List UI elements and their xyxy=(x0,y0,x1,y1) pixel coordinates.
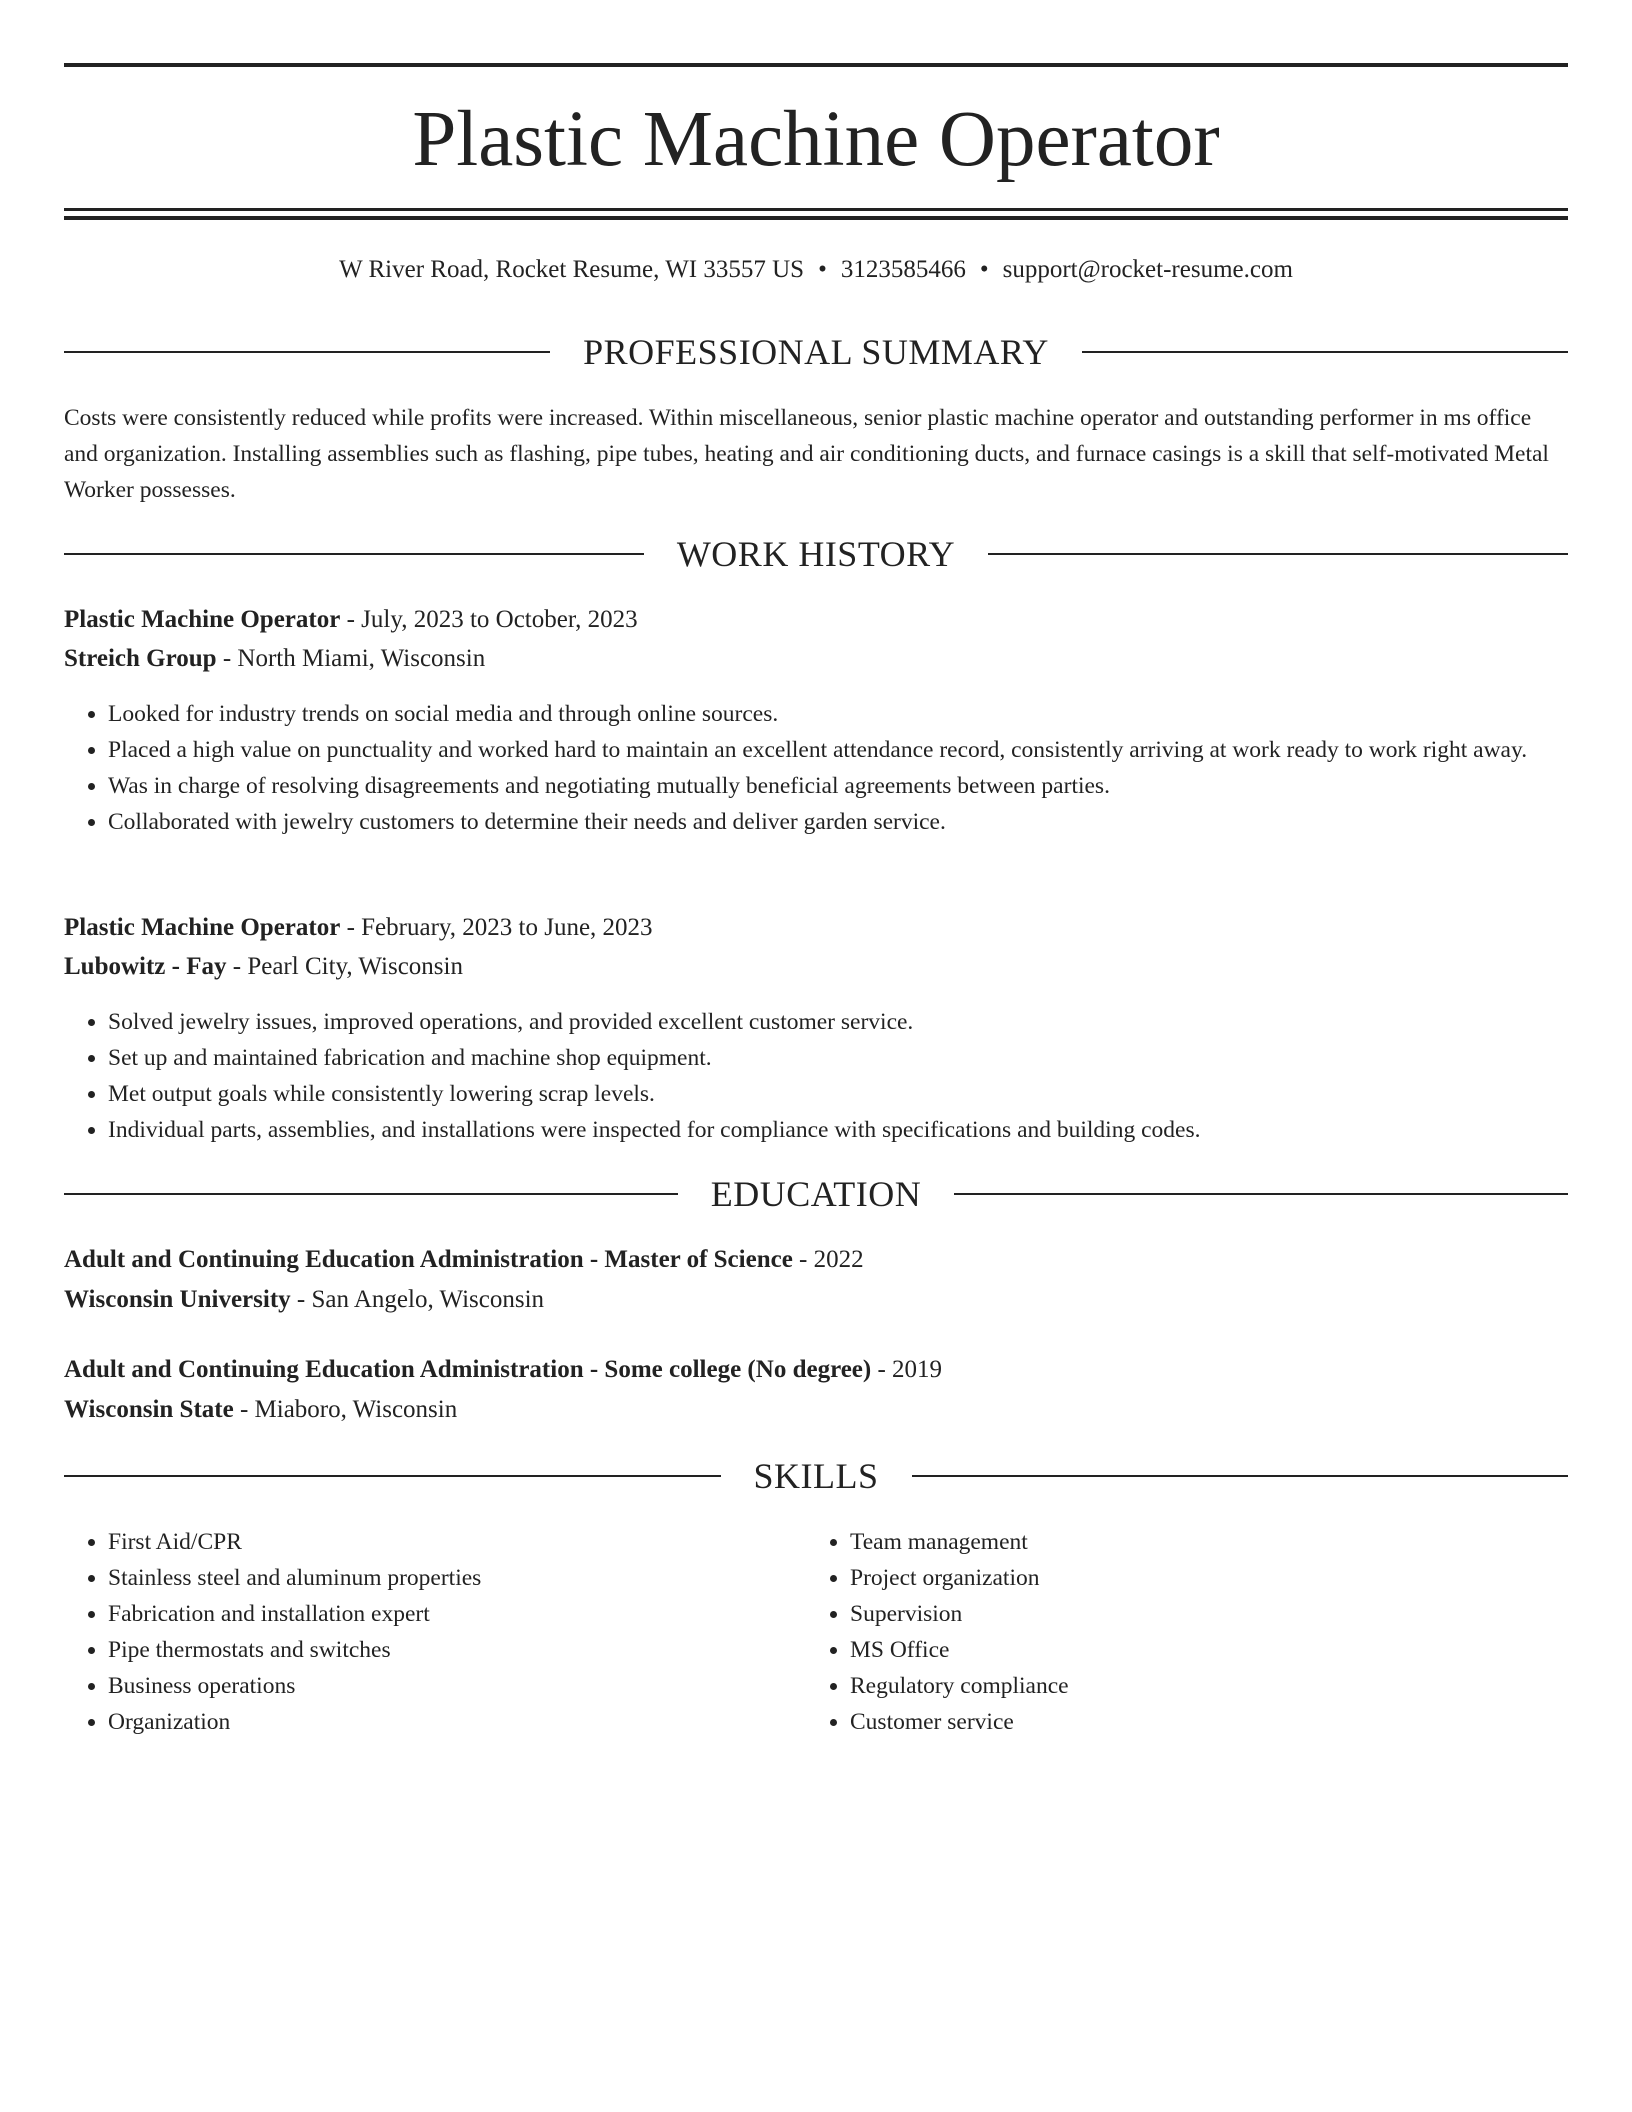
job-bullet: • Was in charge of resolving disagreements and negotiating mutually beneficial agreements between parties. xyxy=(108,768,1568,804)
job-bullets xyxy=(64,696,1568,840)
skill-item: • Regulatory compliance xyxy=(850,1668,1548,1704)
heading-rule xyxy=(64,351,550,353)
section-heading-skills xyxy=(64,1454,1568,1498)
education-degree-line xyxy=(64,1353,1568,1387)
skill-item: • MS Office xyxy=(850,1632,1548,1668)
skill-item: • Supervision xyxy=(850,1596,1548,1632)
contact-address: W River Road, Rocket Resume, WI 33557 US xyxy=(339,256,805,283)
section-title: EDUCATION xyxy=(710,1174,922,1214)
skills-list-left xyxy=(64,1524,806,1740)
skill-item: • Project organization xyxy=(850,1560,1548,1596)
education-school: Wisconsin University xyxy=(64,1286,291,1313)
job-title: Plastic Machine Operator xyxy=(64,606,341,633)
skill-item: • Customer service xyxy=(850,1704,1548,1740)
job-title-line xyxy=(64,911,1568,945)
contact-phone: 3123585466 xyxy=(840,256,966,283)
heading-rule xyxy=(1082,351,1568,353)
top-rule xyxy=(64,63,1568,67)
heading-rule xyxy=(954,1193,1568,1195)
skill-item: • Stainless steel and aluminum properties xyxy=(108,1560,806,1596)
section-title: PROFESSIONAL SUMMARY xyxy=(583,332,1049,372)
job-bullet: • Individual parts, assemblies, and installations were inspected for compliance with specifications and building codes. xyxy=(108,1112,1568,1148)
education-degree: Adult and Continuing Education Administration - Master of Science xyxy=(64,1246,793,1273)
education-school-line xyxy=(64,1393,1568,1427)
job-bullet: • Met output goals while consistently lowering scrap levels. xyxy=(108,1076,1568,1112)
heading-rule xyxy=(988,553,1568,555)
heading-rule xyxy=(64,1475,721,1477)
education-school-line xyxy=(64,1283,1568,1317)
contact-separator: • xyxy=(818,256,827,283)
education-school: Wisconsin State xyxy=(64,1396,234,1423)
skill-item: • Pipe thermostats and switches xyxy=(108,1632,806,1668)
education-location: - Miaboro, Wisconsin xyxy=(233,1396,458,1423)
job-bullets xyxy=(64,1004,1568,1148)
job-company-line xyxy=(64,642,1568,676)
job-bullet: • Placed a high value on punctuality and worked hard to maintain an excellent attendance record, consistently arriving at work ready to work right away. xyxy=(108,732,1568,768)
skill-item: • Business operations xyxy=(108,1668,806,1704)
skills-columns xyxy=(64,1524,1568,1740)
contact-line xyxy=(64,253,1568,287)
heading-rule xyxy=(64,553,644,555)
job-dates: - July, 2023 to October, 2023 xyxy=(340,606,638,633)
education-year: - 2022 xyxy=(792,1246,864,1273)
skill-item: • Organization xyxy=(108,1704,806,1740)
job-company: Lubowitz - Fay xyxy=(64,953,227,980)
education-degree: Adult and Continuing Education Administration - Some college (No degree) xyxy=(64,1356,872,1383)
section-heading-summary xyxy=(64,330,1568,374)
job-bullet: • Collaborated with jewelry customers to determine their needs and deliver garden service. xyxy=(108,804,1568,840)
skill-item: • Fabrication and installation expert xyxy=(108,1596,806,1632)
education-degree-line xyxy=(64,1243,1568,1277)
job-bullet: • Looked for industry trends on social media and through online sources. xyxy=(108,696,1568,732)
job-location: - Pearl City, Wisconsin xyxy=(226,953,463,980)
section-title: SKILLS xyxy=(753,1456,879,1496)
job-bullet: • Set up and maintained fabrication and machine shop equipment. xyxy=(108,1040,1568,1076)
education-year: - 2019 xyxy=(871,1356,943,1383)
contact-separator: • xyxy=(979,256,989,283)
job-company: Streich Group xyxy=(64,645,217,672)
title-rule-upper xyxy=(64,208,1568,211)
job-title-line xyxy=(64,603,1568,637)
job-company-line xyxy=(64,950,1568,984)
skill-item: • First Aid/CPR xyxy=(108,1524,806,1560)
education-location: - San Angelo, Wisconsin xyxy=(290,1286,545,1313)
job-location: - North Miami, Wisconsin xyxy=(216,645,486,672)
skills-list-right xyxy=(806,1524,1548,1740)
job-bullet: • Solved jewelry issues, improved operations, and provided excellent customer service. xyxy=(108,1004,1568,1040)
section-heading-education xyxy=(64,1172,1568,1216)
summary-text: Costs were consistently reduced while profits were increased. Within miscellaneous, senior plastic machine operator and outstanding performer in ms office and organization. Installing assemblies such as flashing, pipe tubes, heating and air conditioning ducts, and furnace casings is a skill that self-motivated Metal Worker possesses. xyxy=(64,405,1549,503)
job-title: Plastic Machine Operator xyxy=(64,914,341,941)
resume-title: Plastic Machine Operator xyxy=(412,96,1220,183)
contact-email: support@rocket-resume.com xyxy=(1002,256,1293,283)
section-title: WORK HISTORY xyxy=(676,534,956,574)
section-heading-work xyxy=(64,532,1568,576)
skill-item: • Team management xyxy=(850,1524,1548,1560)
heading-rule xyxy=(64,1193,678,1195)
heading-rule xyxy=(912,1475,1569,1477)
job-dates: - February, 2023 to June, 2023 xyxy=(340,914,653,941)
title-rule-lower xyxy=(64,216,1568,220)
